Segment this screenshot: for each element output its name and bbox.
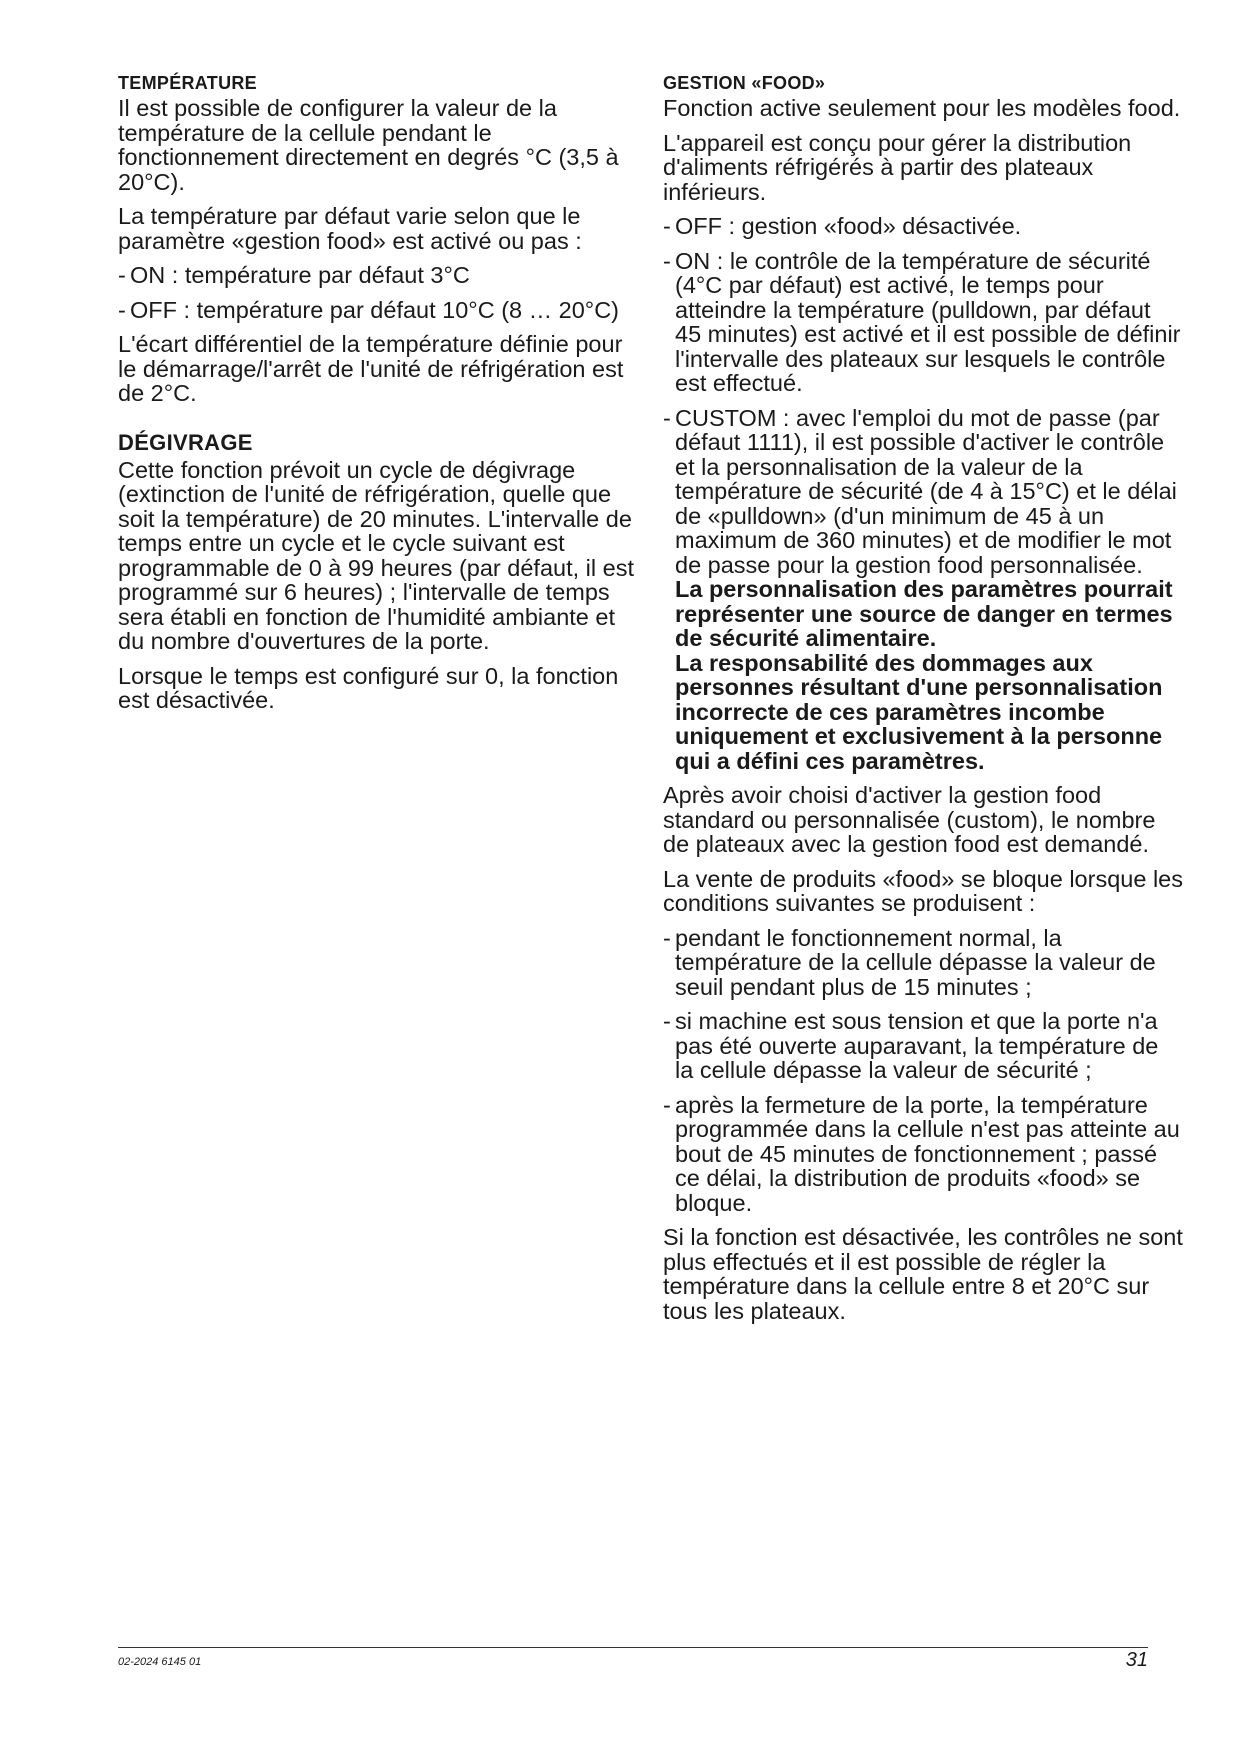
food-paragraph-3: Après avoir choisi d'activer la gestion food standard ou personnalisée (custom), le nombre de plateaux avec la gestion food est demandé.	[663, 782, 1156, 857]
temperature-bullet-on: - ON : température par défaut 3°C	[118, 263, 638, 288]
defrost-paragraph-1: Cette fonction prévoit un cycle de dégivrage (extinction de l'unité de réfrigération, quelle que soit la température) de 20 minutes. L'intervalle de temps entre un cycle et le cycle suivant est programmable de 0 à 99 heures (par défaut, il est programmé sur 6 heures) ; l'intervalle de temps sera établi en fonction de l'humidité ambiante et du nombre d'ouvertures de la porte.	[118, 456, 634, 654]
temperature-bullet-list	[118, 263, 638, 322]
food-mode-on: - ON : le contrôle de la température de sécurité (4°C par défaut) est activé, le temps pour atteindre la température (pulldown, par défaut 45 minutes) est activé et il est possible de définir l'intervalle des plateaux sur lesquels le contrôle est effectué.	[663, 249, 1183, 396]
food-management-heading: GESTION «FOOD»	[663, 73, 826, 93]
food-warning-2: La responsabilité des dommages aux personnes résultant d'une personnalisation incorrecte de ces paramètres incombe uniquement et exclusivement à la personne qui a défini ces paramètres.	[675, 649, 1163, 774]
temperature-heading: TEMPÉRATURE	[118, 73, 257, 93]
food-paragraph-4: La vente de produits «food» se bloque lorsque les conditions suivantes se produisent :	[663, 865, 1183, 916]
food-condition-2: - si machine est sous tension et que la porte n'a pas été ouverte auparavant, la température de la cellule dépasse la valeur de sécurité ;	[663, 1009, 1183, 1083]
defrost-paragraph-2: Lorsque le temps est configuré sur 0, la fonction est désactivée.	[118, 662, 619, 713]
food-mode-off: - OFF : gestion «food» désactivée.	[663, 214, 1183, 239]
temperature-paragraph-2: La température par défaut varie selon que le paramètre «gestion food» est activé ou pas :	[118, 203, 582, 254]
footer-divider	[118, 1647, 1148, 1648]
document-code: 02-2024 6145 01	[118, 1656, 202, 1668]
left-column	[118, 72, 638, 723]
temperature-paragraph-1: Il est possible de configurer la valeur de la température de la cellule pendant le fonctionnement directement en degrés °C (3,5 à 20°C).	[118, 95, 619, 195]
food-paragraph-2: L'appareil est conçu pour gérer la distribution d'aliments réfrigérés à partir des plateaux inférieurs.	[663, 129, 1132, 205]
food-mode-custom	[663, 406, 1183, 774]
food-condition-3: - après la fermeture de la porte, la température programmée dans la cellule n'est pas atteinte au bout de 45 minutes de fonctionnement ; passé ce délai, la distribution de produits «food» se bloque.	[663, 1093, 1183, 1216]
temperature-bullet-off: - OFF : température par défaut 10°C (8 … 20°C)	[118, 298, 638, 323]
page-number: 31	[1125, 1649, 1148, 1671]
food-paragraph-1: Fonction active seulement pour les modèles food.	[663, 95, 1181, 121]
food-paragraph-5: Si la fonction est désactivée, les contrôles ne sont plus effectués et il est possible de régler la température dans la cellule entre 8 et 20°C sur tous les plateaux.	[663, 1224, 1183, 1324]
right-column	[663, 72, 1183, 1333]
food-block-conditions-list	[663, 926, 1183, 1216]
defrost-heading: DÉGIVRAGE	[118, 429, 253, 455]
food-mode-custom-text: CUSTOM : avec l'emploi du mot de passe (par défaut 1111), il est possible d'activer le contrôle et la personnalisation de la valeur de la température de sécurité (de 4 à 15°C) et le délai de «pulldown» (d'un minimum de 45 à un maximum de 360 minutes) et de modifier le mot de passe pour la gestion food personnalisée.	[675, 404, 1177, 578]
food-mode-list	[663, 214, 1183, 773]
temperature-paragraph-3: L'écart différentiel de la température définie pour le démarrage/l'arrêt de l'unité de réfrigération est de 2°C.	[118, 331, 624, 406]
food-warning-1: La personnalisation des paramètres pourrait représenter une source de danger en termes de sécurité alimentaire.	[675, 576, 1173, 651]
food-condition-1: - pendant le fonctionnement normal, la température de la cellule dépasse la valeur de seuil pendant plus de 15 minutes ;	[663, 926, 1183, 1000]
